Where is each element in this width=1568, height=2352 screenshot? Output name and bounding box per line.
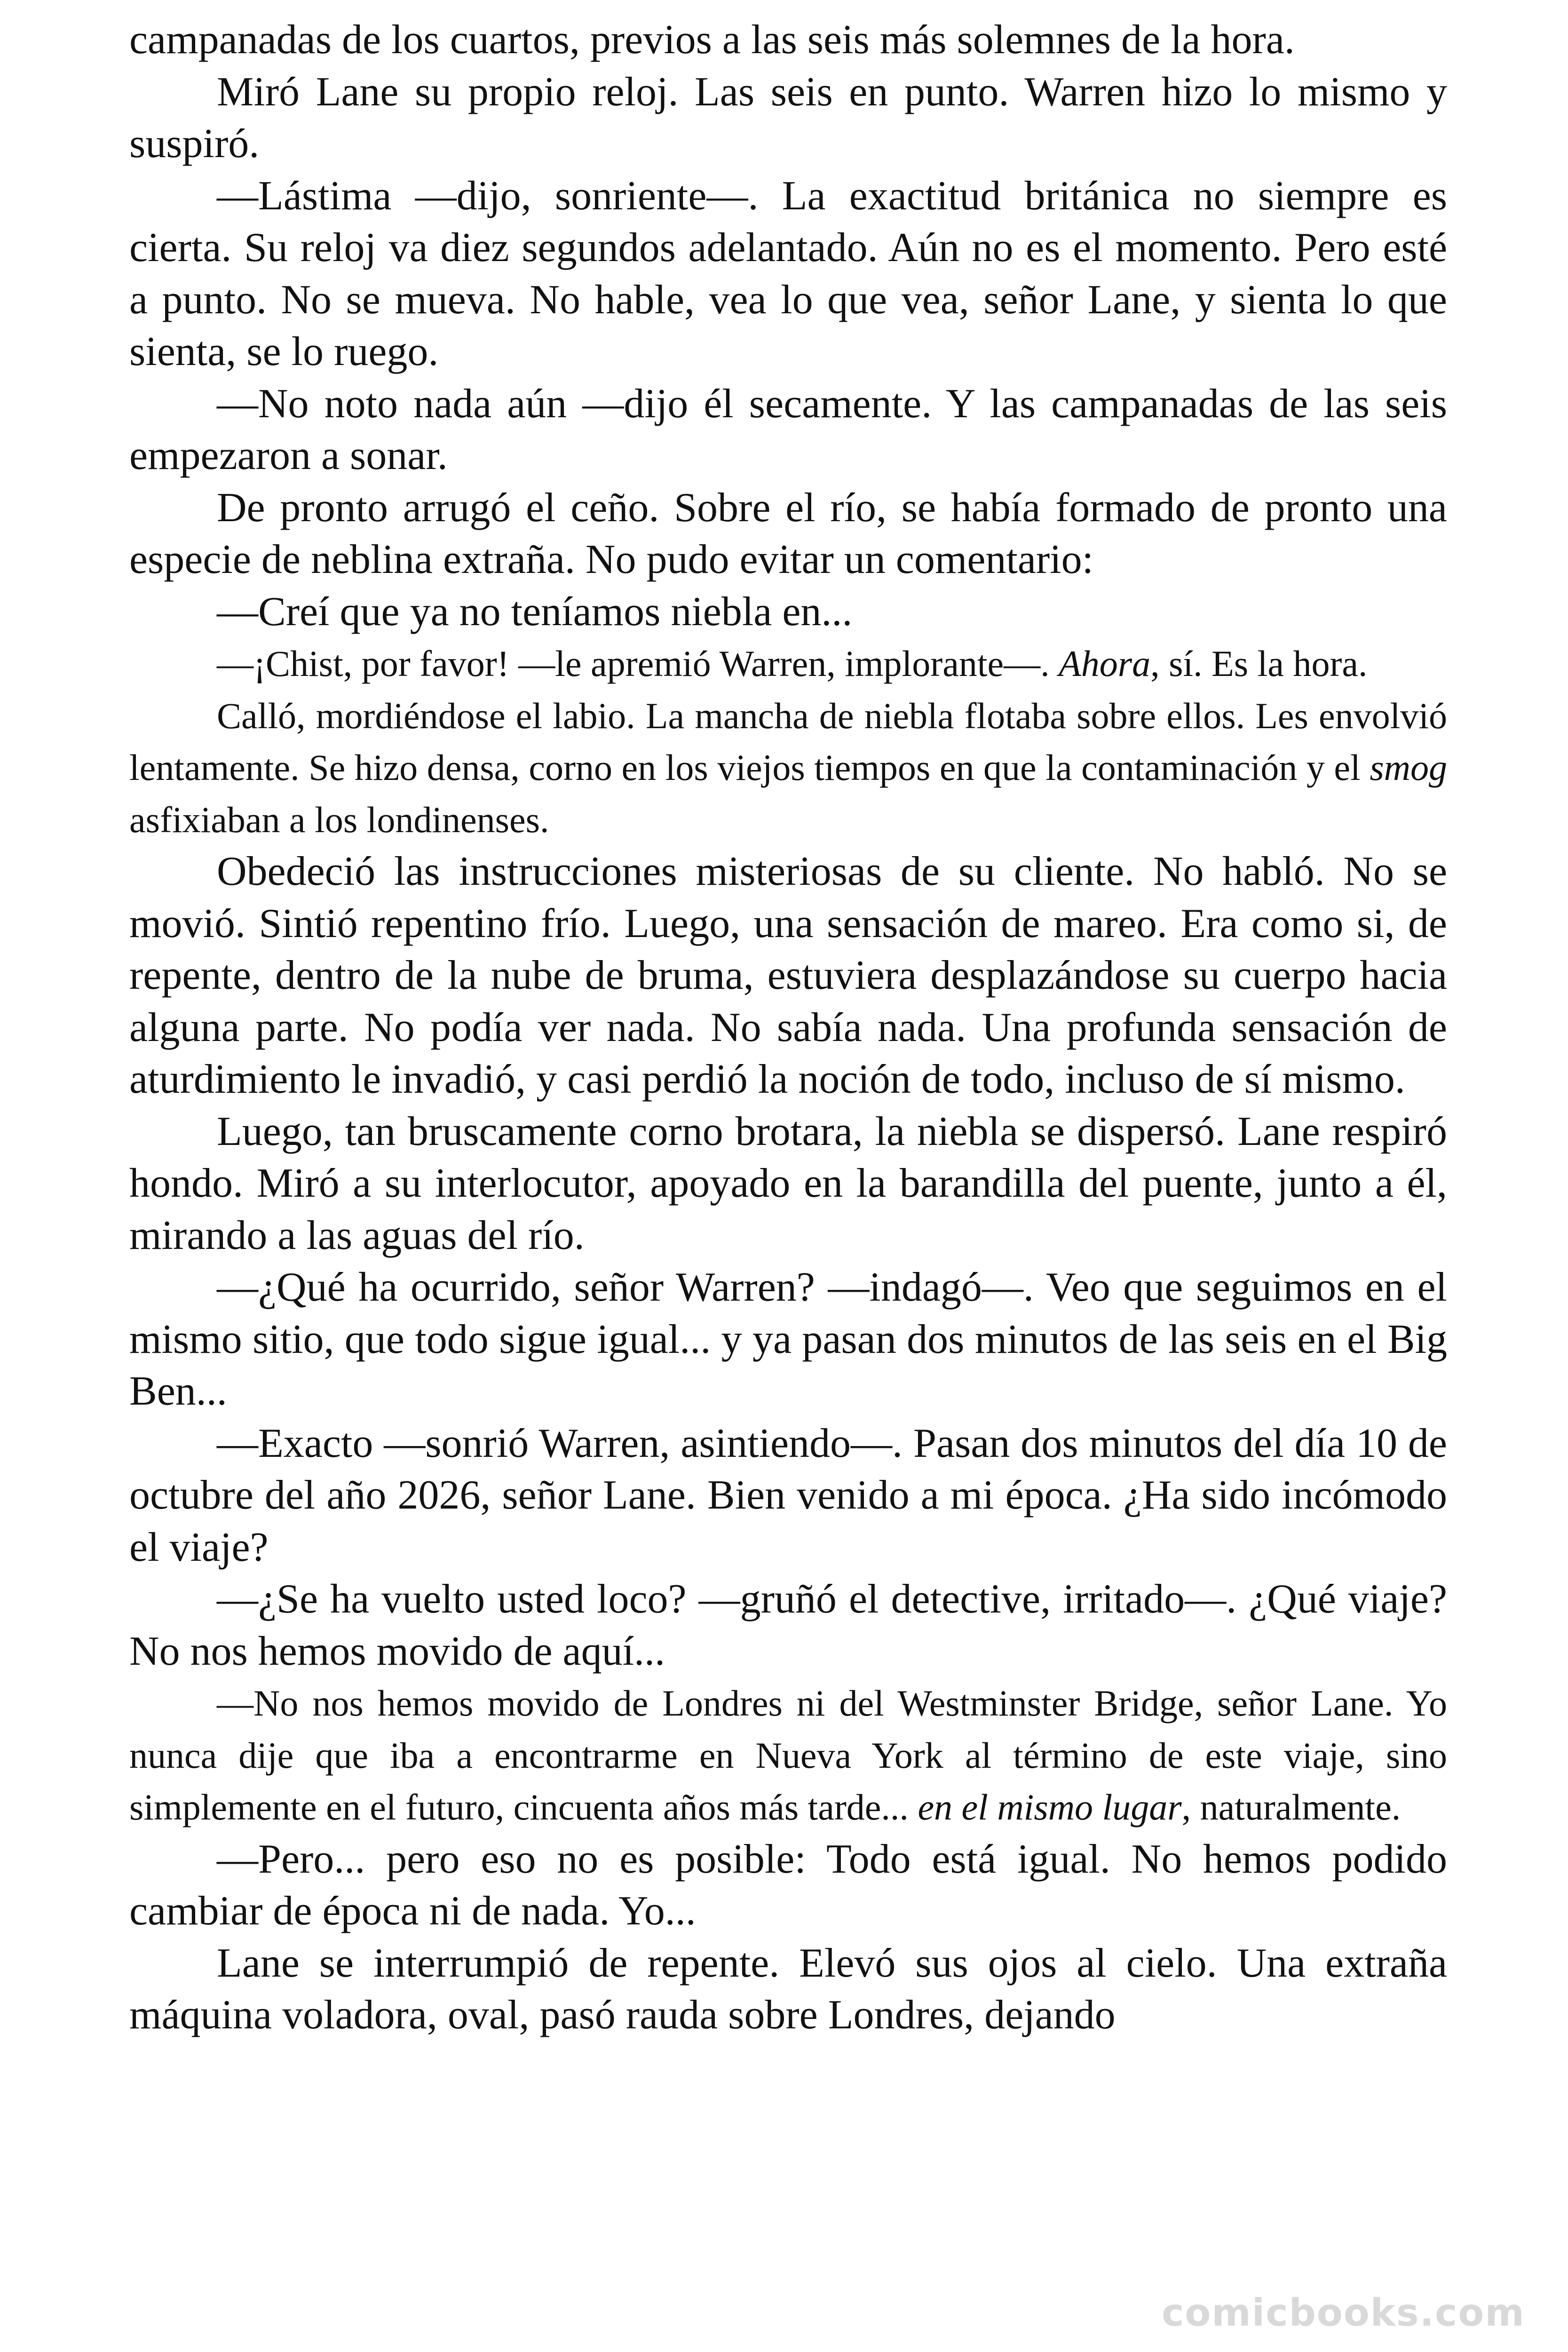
paragraph-8	[129, 690, 1447, 846]
paragraph-2: Miró Lane su propio reloj. Las seis en punto. Warren hizo lo mismo y suspiró.	[129, 69, 1447, 167]
paragraph-8-text-b: asfixiaban a los londinenses.	[129, 799, 549, 840]
paragraph-16: Lane se interrumpió de repente. Elevó sus ojos al cielo. Una extraña máquina voladora, oval, pasó rauda sobre Londres, dejando	[129, 1940, 1447, 2038]
paragraph-6: —Creí que ya no teníamos niebla en...	[217, 588, 853, 635]
paragraph-7-emphasis: Ahora	[1059, 643, 1151, 684]
paragraph-14-emphasis: en el mismo lugar	[918, 1787, 1182, 1828]
page-body	[129, 14, 1447, 2042]
paragraph-1: campanadas de los cuartos, previos a las seis más solemnes de la hora.	[129, 17, 1295, 63]
paragraph-14-text-b: , naturalmente.	[1181, 1787, 1401, 1828]
paragraph-3: —Lástima —dijo, sonriente—. La exactitud británica no siempre es cierta. Su reloj va diez segundos adelantado. Aún no es el momento. Pero esté a punto. No se mueva. No hable, vea lo que vea, señor Lane, y sienta lo que sienta, se lo ruego.	[129, 173, 1447, 374]
paragraph-12: —Exacto —sonrió Warren, asintiendo—. Pasan dos minutos del día 10 de octubre del año 2026, señor Lane. Bien venido a mi época. ¿Ha sido incómodo el viaje?	[129, 1420, 1447, 1570]
paragraph-14	[129, 1677, 1447, 1834]
paragraph-7	[129, 638, 1447, 690]
paragraph-15: —Pero... pero eso no es posible: Todo está igual. No hemos podido cambiar de época ni de nada. Yo...	[129, 1836, 1447, 1934]
paragraph-5: De pronto arrugó el ceño. Sobre el río, se había formado de pronto una especie de neblina extraña. No pudo evitar un comentario:	[129, 485, 1447, 582]
paragraph-10: Luego, tan bruscamente corno brotara, la niebla se dispersó. Lane respiró hondo. Miró a su interlocutor, apoyado en la barandilla del puente, junto a él, mirando a las aguas del río.	[129, 1108, 1447, 1258]
paragraph-13: —¿Se ha vuelto usted loco? —gruñó el detective, irritado—. ¿Qué viaje? No nos hemos movido de aquí...	[129, 1576, 1447, 1674]
paragraph-14-text-a: —No nos hemos movido de Londres ni del Westminster Bridge, señor Lane. Yo nunca dije que iba a encontrarme en Nueva York al término de este viaje, sino simplemente en el futuro, cincuenta años más tarde...	[129, 1683, 1447, 1828]
watermark: comicbooks.com	[1162, 2291, 1525, 2335]
paragraph-11: —¿Qué ha ocurrido, señor Warren? —indagó—. Veo que seguimos en el mismo sitio, que todo sigue igual... y ya pasan dos minutos de las seis en el Big Ben...	[129, 1264, 1447, 1414]
paragraph-4: —No noto nada aún —dijo él secamente. Y las campanadas de las seis empezaron a sonar.	[129, 381, 1447, 478]
paragraph-8-emphasis: smog	[1370, 747, 1447, 788]
paragraph-9: Obedeció las instrucciones misteriosas de su cliente. No habló. No se movió. Sintió repentino frío. Luego, una sensación de mareo. Era como si, de repente, dentro de la nube de bruma, estuviera desplazándose su cuerpo hacia alguna parte. No podía ver nada. No sabía nada. Una profunda sensación de aturdimiento le invadió, y casi perdió la noción de todo, incluso de sí mismo.	[129, 849, 1447, 1102]
paragraph-7-text-a: —¡Chist, por favor! —le apremió Warren, implorante—.	[217, 643, 1059, 684]
paragraph-8-text-a: Calló, mordiéndose el labio. La mancha de niebla flotaba sobre ellos. Les envolvió lentamente. Se hizo densa, corno en los viejos tiempos en que la contaminación y el	[129, 695, 1447, 788]
paragraph-7-text-b: , sí. Es la hora.	[1150, 643, 1368, 684]
